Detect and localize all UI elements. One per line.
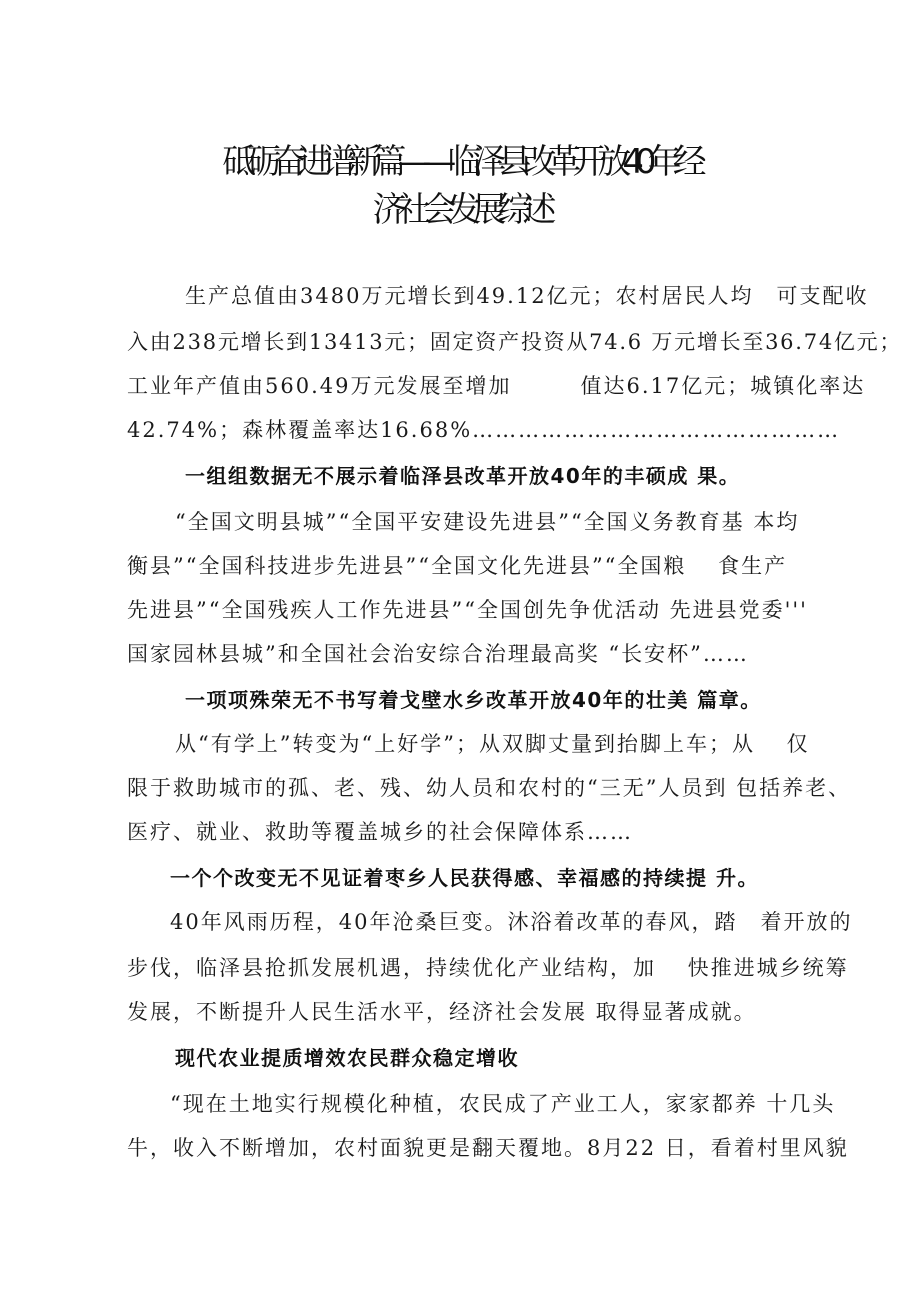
paragraph-1-line-2: 入由238元增长到13413元；固定资产投资从74.6 万元增长至36.74亿元； xyxy=(127,330,903,354)
paragraph-4-line-2: 步伐，临泽县抢抓发展机遇，持续优化产业结构，加 快推进城乡统筹 xyxy=(127,956,849,980)
paragraph-1-line-1: 生产总值由3480万元增长到49.12亿元；农村居民人均 可支配收 xyxy=(185,284,869,308)
highlight-sentence-1: 一组组数据无不展示着临泽县改革开放40年的丰硕成 果。 xyxy=(185,464,741,488)
paragraph-5-line-2: 牛，收入不断增加，农村面貌更是翻天覆地。8月22 日，看着村里风貌 xyxy=(127,1136,849,1160)
paragraph-2-line-3: 先进县”“全国残疾人工作先进县”“全国创先争优活动 先进县党委''' xyxy=(127,598,808,622)
paragraph-2-line-4: 国家园林县城”和全国社会治安综合治理最高奖 “长安杯”…… xyxy=(127,642,749,666)
paragraph-5-line-1: “现在土地实行规模化种植，农民成了产业工人，家家都养 十几头 xyxy=(170,1092,836,1116)
paragraph-4-line-1: 40年风雨历程，40年沧桑巨变。沐浴着改革的春风，踏 着开放的 xyxy=(170,910,853,934)
paragraph-3-line-3: 医疗、就业、救助等覆盖城乡的社会保障体系…… xyxy=(127,820,633,844)
paragraph-1-line-3: 工业年产值由560.49万元发展至增加 值达6.17亿元；城镇化率达 xyxy=(127,374,866,398)
paragraph-1-line-4: 42.74%；森林覆盖率达16.68%………………………………………… xyxy=(127,418,841,442)
paragraph-2-line-2: 衡县”“全国科技进步先进县”“全国文化先进县”“全国粮 食生产 xyxy=(127,554,788,578)
paragraph-2-line-1: “全国文明县城”“全国平安建设先进县”“全国义务教育基 本均 xyxy=(175,510,800,534)
document-title-line-1: 砥砺奋进谱新篇——临泽县改革开放40年经 xyxy=(222,142,698,182)
paragraph-3-line-2: 限于救助城市的孤、老、残、幼人员和农村的“三无”人员到 包括养老、 xyxy=(127,776,852,800)
paragraph-3-line-1: 从“有学上”转变为“上好学”；从双脚丈量到抬脚上车；从 仅 xyxy=(175,732,810,756)
highlight-sentence-2: 一项项殊荣无不书写着戈壁水乡改革开放40年的壮美 篇章。 xyxy=(185,688,762,712)
document-title-line-2: 济社会发展综述 xyxy=(372,190,548,230)
section-heading: 现代农业提质增效农民群众稳定增收 xyxy=(175,1046,519,1070)
paragraph-4-line-3: 发展，不断提升人民生活水平，经济社会发展 取得显著成就。 xyxy=(127,1000,757,1024)
highlight-sentence-3: 一个个改变无不见证着枣乡人民获得感、幸福感的持续提 升。 xyxy=(170,866,759,890)
